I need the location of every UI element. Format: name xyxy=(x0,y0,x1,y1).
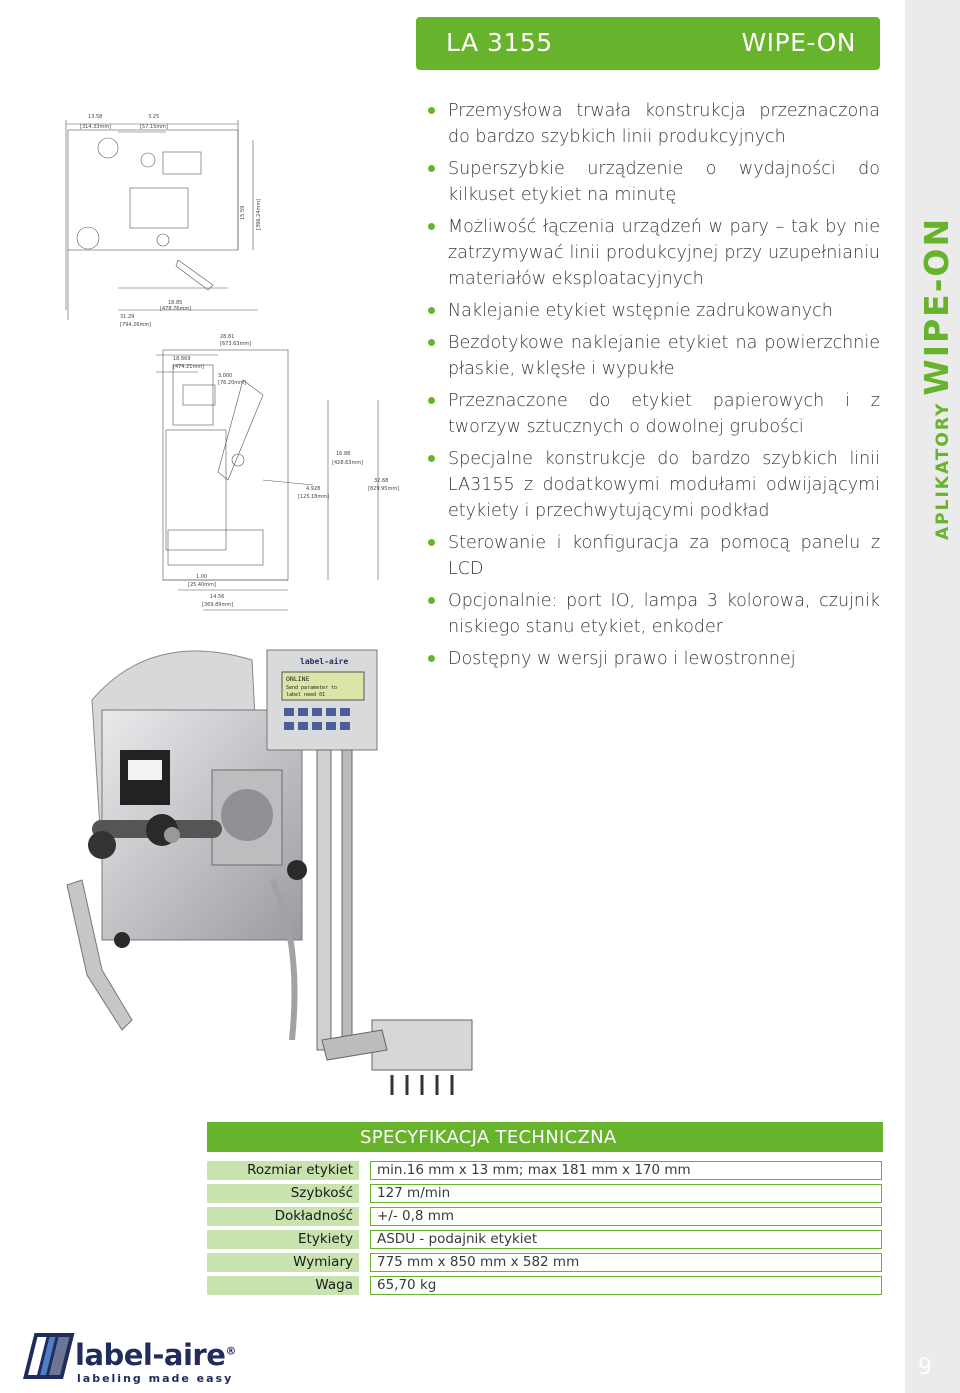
feature-text: Superszybkie urządzenie o wydajności do kilkuset etykiet na minutę xyxy=(448,159,880,205)
feature-item xyxy=(428,98,880,150)
lcd-line2: Send parameter to xyxy=(286,685,338,691)
dim-label: 31.29 xyxy=(120,314,135,320)
dim-label: [369.89mm] xyxy=(202,602,234,608)
side-strip xyxy=(905,0,960,1393)
dim-label: 32.68 xyxy=(374,478,389,484)
spec-value: 65,70 kg xyxy=(370,1276,882,1295)
dim-label: 13.58 xyxy=(88,114,103,120)
logo-wordmark xyxy=(75,1338,236,1372)
feature-item xyxy=(428,388,880,440)
dim-label: 18.85 xyxy=(168,300,183,306)
dim-label: [396.24mm] xyxy=(256,198,262,230)
dim-label: [428.63mm] xyxy=(332,460,364,466)
trademark-mark: ® xyxy=(225,1344,236,1358)
feature-text: Dostępny w wersji prawo i lewostronnej xyxy=(448,649,796,669)
dim-label: 14.56 xyxy=(210,594,225,600)
feature-item xyxy=(428,156,880,208)
spec-label: Etykiety xyxy=(207,1230,359,1249)
panel-brand: label-aire xyxy=(300,657,349,666)
bullet-icon xyxy=(428,339,435,346)
technical-drawing xyxy=(48,110,408,630)
logo-name: label-aire xyxy=(75,1338,226,1372)
feature-list xyxy=(428,98,880,678)
product-photo xyxy=(62,620,502,1110)
feature-text: Opcjonalnie: port IO, lampa 3 kolorowa, czujnik niskiego stanu etykiet, enkoder xyxy=(448,591,880,637)
dim-label: [25.40mm] xyxy=(188,582,216,588)
spec-title-bar xyxy=(207,1122,883,1152)
dim-label: 18.669 xyxy=(173,356,191,362)
spec-value: 127 m/min xyxy=(370,1184,882,1203)
dim-label: [57.15mm] xyxy=(140,124,168,130)
dim-label: 3.000 xyxy=(218,373,233,379)
dim-label: [478.76mm] xyxy=(160,306,192,312)
side-category-label xyxy=(917,217,956,540)
spec-value: ASDU - podajnik etykiet xyxy=(370,1230,882,1249)
dim-label: [125.18mm] xyxy=(298,494,330,500)
feature-item xyxy=(428,214,880,292)
dim-label: [673.63mm] xyxy=(220,341,252,347)
feature-text: Przeznaczone do etykiet papierowych i z tworzyw sztucznych o dowolnej grubości xyxy=(448,391,880,437)
spec-label: Waga xyxy=(207,1276,359,1295)
feature-text: Bezdotykowe naklejanie etykiet na powierzchnie płaskie, wklęsłe i wypukłe xyxy=(448,333,880,379)
feature-item xyxy=(428,446,880,524)
side-label-big: WIPE-ON xyxy=(917,216,956,396)
bullet-icon xyxy=(428,539,435,546)
bullet-icon xyxy=(428,107,435,114)
lcd-line3: label need 01 xyxy=(286,692,326,698)
bullet-icon xyxy=(428,397,435,404)
side-label-small: APLIKATORY xyxy=(933,401,953,540)
dim-label: 4.928 xyxy=(306,486,321,492)
dim-label: 15.59 xyxy=(240,205,246,220)
spec-label: Szybkość xyxy=(207,1184,359,1203)
spec-label: Dokładność xyxy=(207,1207,359,1226)
spec-label: Rozmiar etykiet xyxy=(207,1161,359,1180)
feature-text: Przemysłowa trwała konstrukcja przeznaczona do bardzo szybkich linii produkcyjnych xyxy=(448,101,880,147)
bullet-icon xyxy=(428,307,435,314)
header-bar xyxy=(416,17,880,70)
series-title: WIPE-ON xyxy=(741,28,856,57)
dim-label: [829.95mm] xyxy=(368,486,400,492)
feature-text: Sterowanie i konfiguracja za pomocą panelu z LCD xyxy=(448,533,880,579)
spec-value: 775 mm x 850 mm x 582 mm xyxy=(370,1253,882,1272)
feature-text: Możliwość łączenia urządzeń w pary – tak by nie zatrzymywać linii produkcyjnej przy uzupełnianiu materiałów eksploatacyjnych xyxy=(448,217,880,289)
model-title: LA 3155 xyxy=(446,28,553,57)
spec-value: +/- 0,8 mm xyxy=(370,1207,882,1226)
feature-item xyxy=(428,298,880,324)
bullet-icon xyxy=(428,455,435,462)
feature-text: Naklejanie etykiet wstępnie zadrukowanych xyxy=(448,301,833,321)
dim-label: 1.00 xyxy=(196,574,208,580)
feature-item xyxy=(428,330,880,382)
dim-label: 3.25 xyxy=(148,114,160,120)
spec-title: SPECYFIKACJA TECHNICZNA xyxy=(360,1127,617,1148)
bullet-icon xyxy=(428,165,435,172)
lcd-line1: ONLINE xyxy=(286,675,310,683)
spec-label: Wymiary xyxy=(207,1253,359,1272)
bullet-icon xyxy=(428,223,435,230)
spec-value: min.16 mm x 13 mm; max 181 mm x 170 mm xyxy=(370,1161,882,1180)
logo-tagline: labeling made easy xyxy=(77,1372,234,1385)
page-number: 9 xyxy=(918,1355,932,1380)
dim-label: [794.26mm] xyxy=(120,322,152,328)
dim-label: [76.20mm] xyxy=(218,380,246,386)
feature-item xyxy=(428,530,880,582)
bullet-icon xyxy=(428,597,435,604)
feature-text: Specjalne konstrukcje do bardzo szybkich linii LA3155 z dodatkowymi modułami odwijającymi etykiety i przechwytującymi podkład xyxy=(448,449,880,521)
dim-label: [474.21mm] xyxy=(173,364,205,370)
dim-label: [314.33mm] xyxy=(80,124,112,130)
dim-label: 28.81 xyxy=(220,334,235,340)
dim-label: 16.88 xyxy=(336,451,351,457)
